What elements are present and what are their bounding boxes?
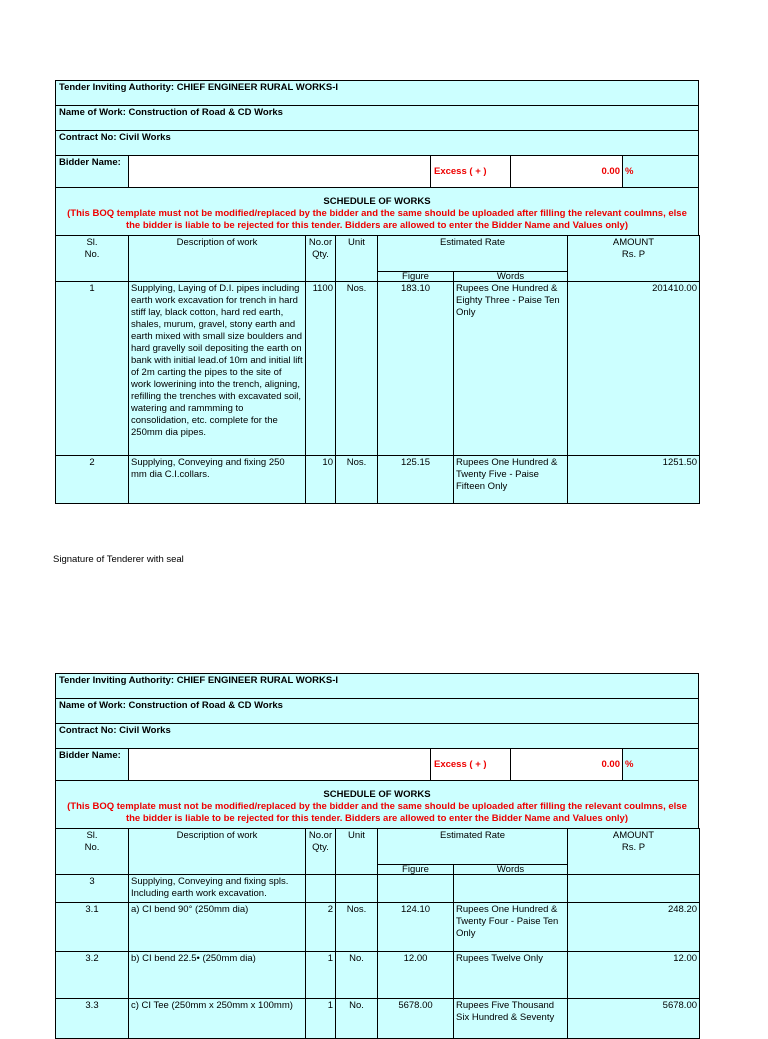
excess-value-input[interactable]: 0.00: [511, 156, 623, 187]
cell-unit: No.: [336, 952, 378, 999]
col-amount: AMOUNT Rs. P: [568, 236, 700, 282]
cell-words: Rupees One Hundred & Twenty Four - Paise Ten Only: [454, 903, 568, 952]
col-figure: Figure: [378, 865, 454, 875]
table-row: [56, 903, 700, 952]
table-row: [56, 456, 700, 504]
cell-qty: 1: [306, 952, 336, 999]
cell-words: [454, 875, 568, 903]
cell-unit: Nos.: [336, 456, 378, 504]
col-desc: Description of work: [129, 829, 306, 875]
col-sl: Sl. No.: [56, 236, 129, 282]
cell-words: Rupees Five Thousand Six Hundred & Seventy: [454, 999, 568, 1039]
bidder-name-input[interactable]: [128, 749, 431, 780]
col-qty: No.or Qty.: [306, 829, 336, 875]
cell-unit: Nos.: [336, 282, 378, 456]
cell-amount: 12.00: [568, 952, 700, 999]
cell-figure[interactable]: [378, 875, 454, 903]
col-words: Words: [454, 272, 568, 282]
cell-desc: Supplying, Laying of D.I. pipes including earth work excavation for trench in hard stiff lay, black cotton, hard red earth, shales, murum, gravel, stony earth and earth mixed with small size boulders and hard gravelly soil depositing the earth on bank with initial lead.of 10m and initial lift of 2m carting the pipes to the site of work lowerining into the trench, aligning, refilling the trenches with excavated soil, watering and rammming to consolidation, etc. complete for the 250mm dia pipes.: [129, 282, 306, 456]
cell-figure[interactable]: 125.15: [378, 456, 454, 504]
bidder-name-label: Bidder Name:: [59, 750, 121, 761]
col-qty: No.or Qty.: [306, 236, 336, 282]
bidder-row: [55, 155, 699, 187]
schedule-header: [55, 187, 699, 235]
name-of-work: Name of Work: Construction of Road & CD Works: [55, 698, 699, 723]
cell-sl: 3: [56, 875, 129, 903]
cell-amount: 248.20: [568, 903, 700, 952]
cell-desc: b) CI bend 22.5• (250mm dia): [129, 952, 306, 999]
tender-authority: Tender Inviting Authority: CHIEF ENGINEER RURAL WORKS-I: [55, 673, 699, 698]
cell-qty: 1100: [306, 282, 336, 456]
cell-qty: 2: [306, 903, 336, 952]
signature-label: Signature of Tenderer with seal: [53, 554, 184, 565]
cell-words: Rupees Twelve Only: [454, 952, 568, 999]
cell-sl: 3.1: [56, 903, 129, 952]
cell-qty: [306, 875, 336, 903]
col-amount: AMOUNT Rs. P: [568, 829, 700, 875]
schedule-title: SCHEDULE OF WORKS: [323, 196, 431, 207]
table-row: [56, 282, 700, 456]
percent-sign: %: [625, 759, 634, 770]
table-header-row: [56, 236, 700, 272]
table-row: [56, 952, 700, 999]
bidder-name-input[interactable]: [128, 156, 431, 187]
schedule-title: SCHEDULE OF WORKS: [323, 789, 431, 800]
col-rate: Estimated Rate: [378, 829, 568, 865]
cell-qty: 1: [306, 999, 336, 1039]
col-unit: Unit: [336, 236, 378, 282]
col-sl: Sl. No.: [56, 829, 129, 875]
schedule-note: (This BOQ template must not be modified/replaced by the bidder and the same should be uploaded after filling the relevant coulmns, else the bidder is liable to be rejected for this tender. Bidders are allowed to enter the Bidder Name and Values only): [67, 208, 687, 231]
cell-amount: 5678.00: [568, 999, 700, 1039]
cell-words: Rupees One Hundred & Twenty Five - Paise Fifteen Only: [454, 456, 568, 504]
cell-words: Rupees One Hundred & Eighty Three - Paise Ten Only: [454, 282, 568, 456]
cell-figure[interactable]: 5678.00: [378, 999, 454, 1039]
excess-label: Excess ( + ): [431, 156, 511, 187]
col-unit: Unit: [336, 829, 378, 875]
bidder-name-label: Bidder Name:: [59, 157, 121, 168]
table-row: [56, 999, 700, 1039]
table-header-row: [56, 829, 700, 865]
contract-no: Contract No: Civil Works: [55, 723, 699, 748]
col-rate: Estimated Rate: [378, 236, 568, 272]
table-row: [56, 875, 700, 903]
cell-sl: 2: [56, 456, 129, 504]
name-of-work: Name of Work: Construction of Road & CD Works: [55, 105, 699, 130]
cell-amount: [568, 875, 700, 903]
cell-desc: a) CI bend 90° (250mm dia): [129, 903, 306, 952]
contract-no: Contract No: Civil Works: [55, 130, 699, 155]
cell-figure[interactable]: 183.10: [378, 282, 454, 456]
excess-label: Excess ( + ): [431, 749, 511, 780]
percent-sign: %: [625, 166, 634, 177]
tender-authority: Tender Inviting Authority: CHIEF ENGINEER RURAL WORKS-I: [55, 80, 699, 105]
boq-table: [55, 828, 700, 1039]
col-desc: Description of work: [129, 236, 306, 282]
col-figure: Figure: [378, 272, 454, 282]
excess-value-input[interactable]: 0.00: [511, 749, 623, 780]
col-words: Words: [454, 865, 568, 875]
cell-figure[interactable]: 12.00: [378, 952, 454, 999]
cell-desc: Supplying, Conveying and fixing 250 mm dia C.I.collars.: [129, 456, 306, 504]
cell-figure[interactable]: 124.10: [378, 903, 454, 952]
cell-unit: [336, 875, 378, 903]
schedule-header: [55, 780, 699, 828]
cell-unit: Nos.: [336, 903, 378, 952]
cell-amount: 1251.50: [568, 456, 700, 504]
schedule-note: (This BOQ template must not be modified/replaced by the bidder and the same should be uploaded after filling the relevant coulmns, else the bidder is liable to be rejected for this tender. Bidders are allowed to enter the Bidder Name and Values only): [67, 801, 687, 824]
cell-sl: 3.3: [56, 999, 129, 1039]
cell-unit: No.: [336, 999, 378, 1039]
cell-qty: 10: [306, 456, 336, 504]
bidder-row: [55, 748, 699, 780]
cell-sl: 3.2: [56, 952, 129, 999]
tender-block-2: [55, 673, 699, 1039]
tender-block-1: [55, 80, 699, 504]
cell-desc: c) CI Tee (250mm x 250mm x 100mm): [129, 999, 306, 1039]
cell-desc: Supplying, Conveying and fixing spls. Including earth work excavation.: [129, 875, 306, 903]
cell-sl: 1: [56, 282, 129, 456]
cell-amount: 201410.00: [568, 282, 700, 456]
boq-table: [55, 235, 700, 504]
